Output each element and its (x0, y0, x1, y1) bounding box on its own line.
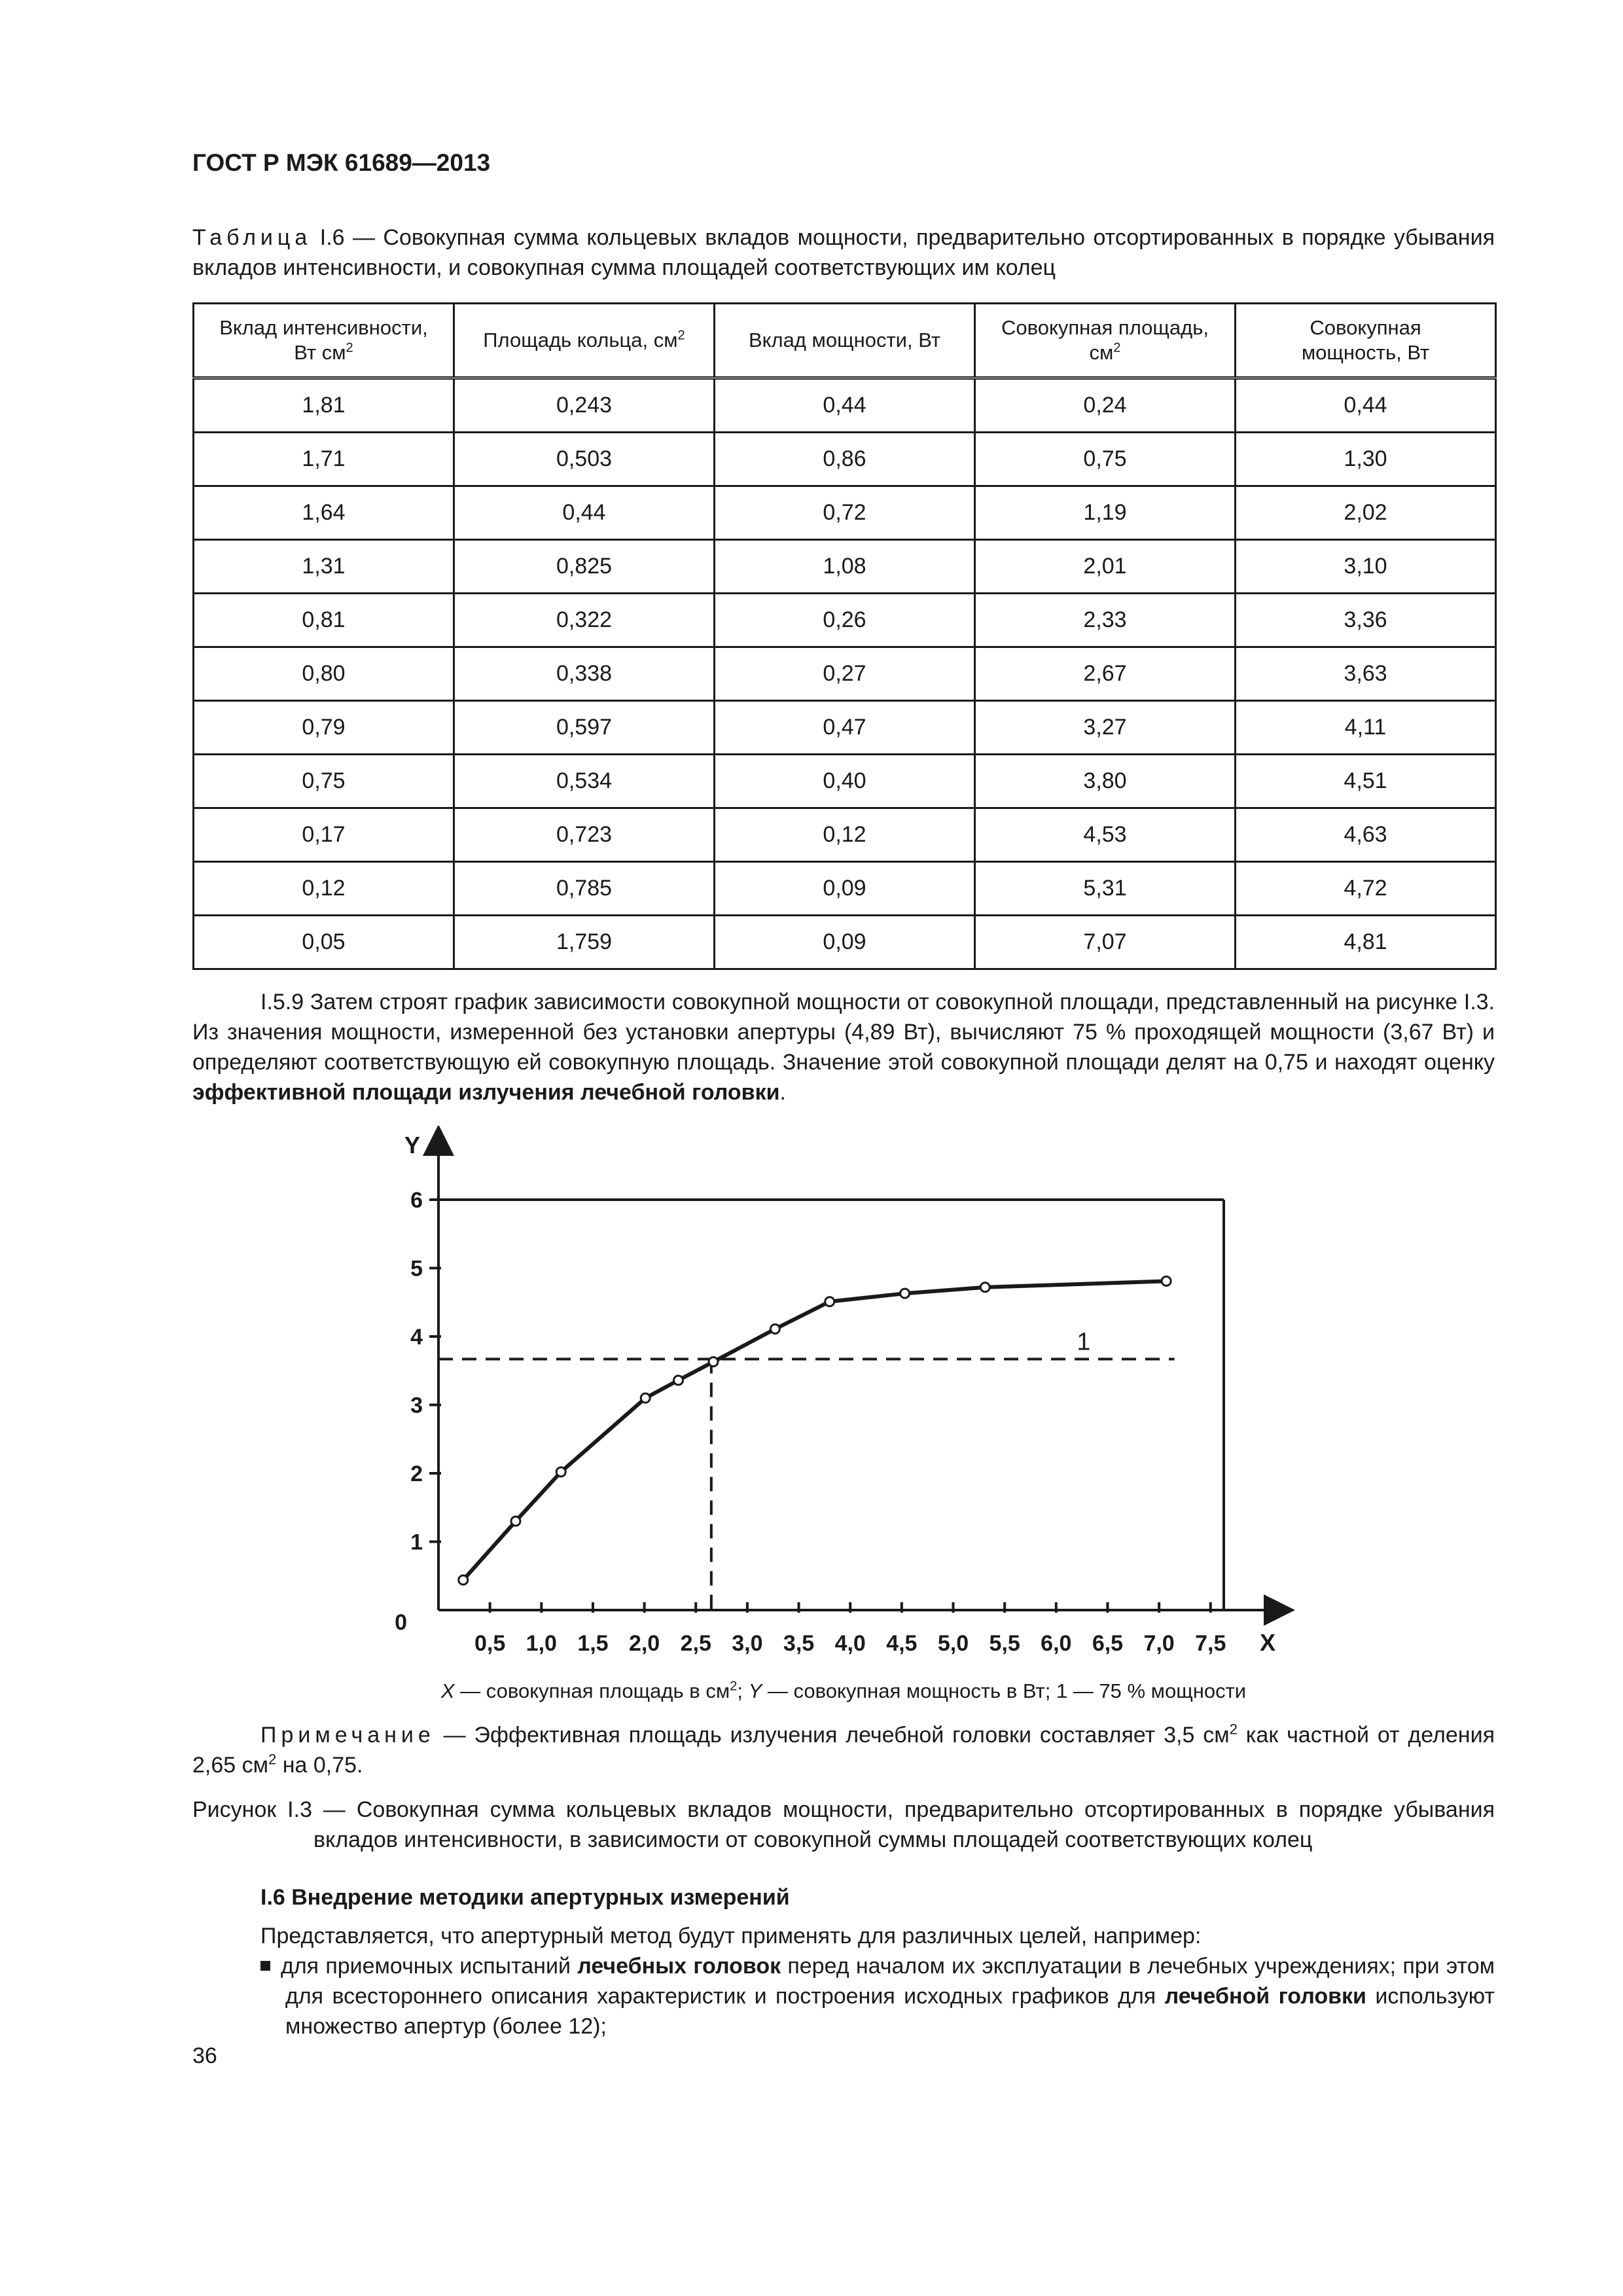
x-tick-label: 3,0 (732, 1631, 763, 1656)
table-row (194, 701, 1496, 755)
data-point (1162, 1276, 1171, 1285)
header-sup: 2 (677, 328, 685, 343)
table-cell: 3,80 (975, 755, 1236, 808)
data-point (459, 1575, 468, 1585)
table-row (194, 540, 1496, 594)
table-cell: 2,33 (975, 594, 1236, 647)
table-cell: 0,12 (194, 862, 454, 916)
cumulative-power-chart (366, 1126, 1296, 1669)
x-tick-label: 4,5 (886, 1631, 918, 1656)
table-cell: 0,72 (715, 486, 975, 540)
x-tick-label: 5,5 (989, 1631, 1020, 1656)
table-cell: 0,40 (715, 755, 975, 808)
table-cell: 1,71 (194, 433, 454, 486)
data-point (641, 1393, 650, 1403)
data-line (463, 1281, 1166, 1580)
table-cell: 0,80 (194, 647, 454, 701)
note-sup-2: 2 (268, 1751, 277, 1768)
data-point (674, 1376, 683, 1385)
table-cell: 0,12 (715, 808, 975, 862)
table-cell: 0,27 (715, 647, 975, 701)
y-axis-label: Y (404, 1132, 421, 1158)
bullet-text-1: для приемочных испытаний (281, 1954, 578, 1979)
bullet-bold-1: лечебных головок (577, 1954, 781, 1979)
table-cell: 2,67 (975, 647, 1236, 701)
header-text: Вт см (294, 341, 346, 364)
table-row (194, 486, 1496, 540)
table-cell: 7,07 (975, 916, 1236, 969)
table-cell: 1,64 (194, 486, 454, 540)
table-header-cell (715, 304, 975, 378)
figure-legend (192, 1679, 1495, 1703)
table-cell: 0,75 (194, 755, 454, 808)
bullet-bold-2: лечебной головки (1164, 1984, 1366, 2009)
table-cell: 0,79 (194, 701, 454, 755)
table-caption-label: Таблица (192, 225, 312, 250)
table-cell: 1,759 (454, 916, 715, 969)
data-point (825, 1297, 834, 1306)
bullet-item (260, 1951, 1495, 2041)
data-point (556, 1467, 565, 1477)
table-header-cell (975, 304, 1236, 378)
x-tick-label: 4,0 (834, 1631, 866, 1656)
header-text: Совокупная площадь, (1001, 316, 1209, 339)
table-cell: 0,44 (454, 486, 715, 540)
x-tick-label: 1,0 (526, 1631, 557, 1656)
y-tick-label: 5 (410, 1256, 423, 1282)
legend-x-text: — совокупная площадь в см (454, 1679, 730, 1702)
table-cell: 3,10 (1236, 540, 1496, 594)
y-tick-label: 6 (410, 1188, 423, 1213)
table-cell: 0,322 (454, 594, 715, 647)
table-cell: 3,36 (1236, 594, 1496, 647)
table-cell: 0,86 (715, 433, 975, 486)
legend-separator: ; (737, 1679, 749, 1702)
note-text-3: на 0,75. (276, 1753, 363, 1778)
x-tick-label: 5,0 (937, 1631, 969, 1656)
x-tick-label: 2,0 (628, 1631, 660, 1656)
y-tick-label: 1 (410, 1530, 423, 1555)
legend-y-text: — совокупная мощность в Вт; 1 — 75 % мощности (762, 1679, 1247, 1702)
table-cell: 4,53 (975, 808, 1236, 862)
y-tick-label: 0 (395, 1610, 407, 1635)
table-cell: 0,534 (454, 755, 715, 808)
reference-lines (438, 1328, 1175, 1610)
data-point (709, 1357, 718, 1367)
table-cell: 0,26 (715, 594, 975, 647)
x-tick-label: 0,5 (474, 1631, 506, 1656)
table-cell: 4,72 (1236, 862, 1496, 916)
data-table (192, 302, 1497, 970)
x-tick-label: 6,0 (1041, 1631, 1072, 1656)
data-points (459, 1276, 1171, 1585)
table-cell: 0,47 (715, 701, 975, 755)
table-cell: 0,09 (715, 862, 975, 916)
table-cell: 2,02 (1236, 486, 1496, 540)
chart-ticks (395, 1188, 1226, 1656)
table-row (194, 433, 1496, 486)
figure-caption-text: Рисунок I.3 — Совокупная сумма кольцевых вкладов мощности, предварительно отсортированных в порядке убывания вкладов интенсивности, в зависимости от совокупной суммы площадей соответствующих колец (192, 1797, 1495, 1852)
chart-axes (404, 1132, 1279, 1656)
table-cell: 3,63 (1236, 647, 1496, 701)
x-tick-label: 2,5 (680, 1631, 711, 1656)
legend-y-symbol: Y (748, 1679, 762, 1702)
x-tick-label: 3,5 (783, 1631, 815, 1656)
table-row (194, 594, 1496, 647)
note-sup-1: 2 (1229, 1721, 1238, 1738)
legend-x-sup: 2 (730, 1679, 738, 1694)
page-number: 36 (192, 2043, 217, 2068)
table-cell: 0,597 (454, 701, 715, 755)
paragraph-bold-term: эффективной площади излучения лечебной головки (192, 1080, 780, 1105)
table-row (194, 862, 1496, 916)
table-cell: 1,81 (194, 378, 454, 433)
table-cell: 1,30 (1236, 433, 1496, 486)
data-line-layer (463, 1281, 1166, 1580)
table-cell: 1,19 (975, 486, 1236, 540)
data-point (511, 1516, 520, 1526)
header-text: мощность, Вт (1301, 341, 1430, 364)
data-point (980, 1283, 990, 1292)
table-cell: 3,27 (975, 701, 1236, 755)
table-cell: 0,44 (715, 378, 975, 433)
data-point (901, 1289, 910, 1298)
note-text-2: как частной от деления 2,65 см (192, 1723, 1495, 1778)
table-cell: 4,11 (1236, 701, 1496, 755)
header-sup: 2 (1113, 340, 1121, 355)
table-cell: 0,785 (454, 862, 715, 916)
table-header-cell (454, 304, 715, 378)
header-text: Совокупная (1310, 316, 1421, 339)
table-cell: 0,44 (1236, 378, 1496, 433)
table-cell: 0,338 (454, 647, 715, 701)
y-tick-label: 2 (410, 1462, 423, 1486)
paragraph-i-5-9 (192, 987, 1495, 1107)
x-tick-label: 1,5 (577, 1631, 609, 1656)
table-row (194, 755, 1496, 808)
header-text: Вклад интенсивности, (219, 316, 428, 339)
table-cell: 0,09 (715, 916, 975, 969)
table-header-cell (194, 304, 454, 378)
section-title: I.6 Внедрение методики апертурных измерений (260, 1885, 790, 1910)
table-row (194, 916, 1496, 969)
paragraph-text: I.5.9 Затем строят график зависимости совокупной мощности от совокупной площади, представленный на рисунке I.3. Из значения мощности, измеренной без установки апертуры (4,89 Вт), вычисляют 75 % проходящей мощности (3,67 Вт) и определяют соответствующую ей совокупную площадь. Значение этой совокупной площади делят на 0,75 и находят оценку (192, 990, 1495, 1075)
x-axis-label: X (1260, 1629, 1276, 1656)
table-cell: 5,31 (975, 862, 1236, 916)
data-point (770, 1325, 779, 1334)
table-cell: 1,08 (715, 540, 975, 594)
table-cell: 4,81 (1236, 916, 1496, 969)
table-cell: 0,723 (454, 808, 715, 862)
figure-note (192, 1720, 1495, 1780)
x-tick-label: 7,5 (1195, 1631, 1226, 1656)
figure-caption (192, 1795, 1495, 1855)
note-label: Примечание (260, 1723, 435, 1748)
bullet-square-icon (260, 1961, 270, 1971)
table-cell: 0,825 (454, 540, 715, 594)
table-cell: 0,24 (975, 378, 1236, 433)
note-text-1: — Эффективная площадь излучения лечебной головки составляет 3,5 см (435, 1723, 1230, 1748)
table-caption (192, 223, 1495, 283)
reference-label: 1 (1077, 1328, 1091, 1356)
table-cell: 0,243 (454, 378, 715, 433)
table-cell: 2,01 (975, 540, 1236, 594)
header-text: Площадь кольца, см (483, 329, 678, 351)
table-cell: 0,81 (194, 594, 454, 647)
table-cell: 4,51 (1236, 755, 1496, 808)
bullet-text-3: используют множество апертур (более 12); (285, 1984, 1495, 2039)
table-cell: 0,17 (194, 808, 454, 862)
x-tick-label: 6,5 (1092, 1631, 1124, 1656)
header-sup: 2 (346, 340, 353, 355)
y-tick-label: 4 (410, 1325, 423, 1350)
header-text: Вклад мощности, Вт (748, 329, 941, 351)
table-cell: 1,31 (194, 540, 454, 594)
bullet-text-2: перед началом их эксплуатации в лечебных учреждениях; при этом для всестороннего описания характеристик и построения исходных графиков для (285, 1954, 1495, 2009)
legend-x-symbol: X (440, 1679, 455, 1702)
table-cell: 0,05 (194, 916, 454, 969)
x-tick-label: 7,0 (1143, 1631, 1175, 1656)
table-header-cell (1236, 304, 1496, 378)
table-cell: 4,63 (1236, 808, 1496, 862)
table-row (194, 647, 1496, 701)
table-row (194, 378, 1496, 433)
header-text: см (1089, 341, 1114, 364)
table-cell: 0,75 (975, 433, 1236, 486)
document-header: ГОСТ Р МЭК 61689—2013 (192, 149, 491, 176)
table-cell: 0,503 (454, 433, 715, 486)
section-intro: Представляется, что апертурный метод будут применять для различных целей, например: (260, 1924, 1202, 1948)
paragraph-end: . (779, 1080, 786, 1105)
table-caption-text: I.6 — Совокупная сумма кольцевых вкладов мощности, предварительно отсортированных в порядке убывания вкладов интенсивности, и совокупная сумма площадей соответствующих им колец (192, 225, 1495, 280)
table-row (194, 808, 1496, 862)
table-header-row (194, 304, 1496, 378)
y-tick-label: 3 (410, 1393, 423, 1418)
